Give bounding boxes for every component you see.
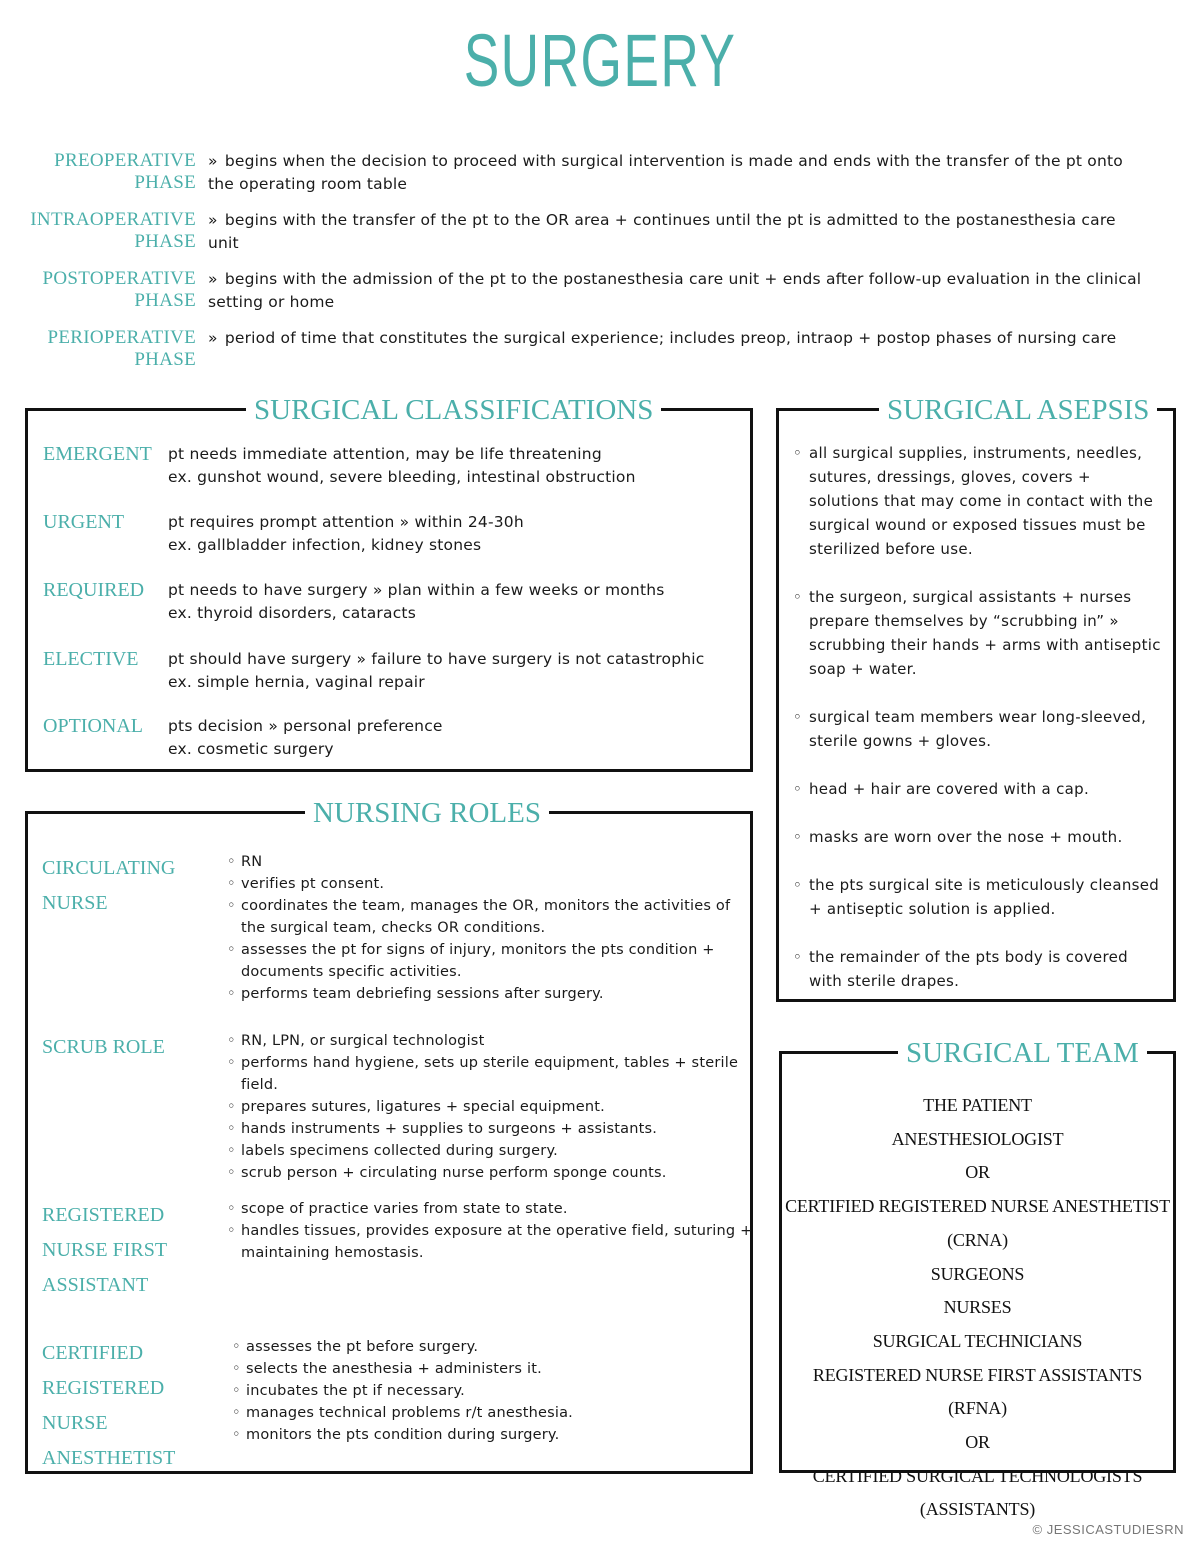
team-member: CERTIFIED SURGICAL TECHNOLOGISTS (ASSISTANTS) [812,1465,1143,1520]
classification-description: pts decision » personal preference ex. cosmetic surgery [168,717,443,758]
list-item: ◦ assesses the pt before surgery. [232,1336,762,1358]
list-item: ◦ prepares sutures, ligatures + special equipment. [227,1096,757,1118]
list-item: ◦ monitors the pts condition during surgery. [232,1424,762,1446]
classification-label: EMERGENT [43,443,152,465]
list-item: ◦ the remainder of the pts body is covered with sterile drapes. [793,945,1163,993]
classifications-box [25,394,753,772]
classifications-title: SURGICAL CLASSIFICATIONS [246,395,661,425]
list-item: ◦ verifies pt consent. [227,873,757,895]
phase-definition: » begins with the transfer of the pt to the OR area + continues until the pt is admitted to the postanesthesia care unit [208,211,1116,252]
classification-label: REQUIRED [43,579,145,601]
list-item: ◦ handles tissues, provides exposure at the operative field, suturing + maintaining hemostasis. [227,1220,757,1264]
classification-description: pt requires prompt attention » within 24-30h ex. gallbladder infection, kidney stones [168,513,524,554]
list-item: ◦ the pts surgical site is meticulously cleansed + antiseptic solution is applied. [793,873,1163,921]
team-member: NURSES [943,1297,1012,1318]
role-label: REGISTERED NURSE FIRST ASSISTANT [42,1204,167,1296]
list-item: ◦ masks are worn over the nose + mouth. [793,825,1163,849]
team-member-list [782,1089,1173,1527]
role-label: CIRCULATING NURSE [42,857,176,914]
classification-label: ELECTIVE [43,648,139,670]
classification-description: pt should have surgery » failure to have surgery is not catastrophic ex. simple hernia, vaginal repair [168,650,705,691]
list-item: ◦ coordinates the team, manages the OR, monitors the activities of the surgical team, checks OR conditions. [227,895,757,939]
list-item: ◦ performs hand hygiene, sets up sterile equipment, tables + sterile field. [227,1052,757,1096]
phase-label: POSTOPERATIVE PHASE [42,268,196,311]
nursing-roles-box [25,797,753,1474]
team-member: REGISTERED NURSE FIRST ASSISTANTS (RFNA) [812,1364,1143,1419]
arrow-icon: » [208,270,218,288]
list-item: ◦ incubates the pt if necessary. [232,1380,762,1402]
team-member: OR [965,1162,990,1183]
classification-label: OPTIONAL [43,715,143,737]
team-member: ANESTHESIOLOGIST [891,1128,1064,1149]
copyright-text: © JESSICASTUDIESRN [1032,1522,1184,1537]
list-item: ◦ selects the anesthesia + administers it. [232,1358,762,1380]
nursing-roles-title: NURSING ROLES [305,798,549,828]
arrow-icon: » [208,329,218,347]
list-item: ◦ surgical team members wear long-sleeved, sterile gowns + gloves. [793,705,1163,753]
role-duties [227,1030,757,1184]
list-item: ◦ assesses the pt for signs of injury, monitors the pts condition + documents specific activities. [227,939,757,983]
arrow-icon: » [208,211,218,229]
asepsis-box [776,394,1176,1002]
list-item: ◦ RN, LPN, or surgical technologist [227,1030,757,1052]
role-label: CERTIFIED REGISTERED NURSE ANESTHETIST [42,1342,176,1469]
phase-label: INTRAOPERATIVE PHASE [30,209,196,252]
asepsis-list [793,441,1163,993]
list-item: ◦ scope of practice varies from state to state. [227,1198,757,1220]
arrow-icon: » [208,152,218,170]
classification-description: pt needs immediate attention, may be life threatening ex. gunshot wound, severe bleeding, intestinal obstruction [168,445,636,486]
list-item: ◦ RN [227,851,757,873]
list-item: ◦ the surgeon, surgical assistants + nurses prepare themselves by “scrubbing in” » scrubbing their hands + arms with antiseptic soap + water. [793,585,1163,681]
role-duties [232,1336,762,1446]
phase-definition: » begins when the decision to proceed with surgical intervention is made and ends with the transfer of the pt onto the operating room table [208,152,1123,193]
role-label: SCRUB ROLE [42,1036,165,1058]
classification-description: pt needs to have surgery » plan within a few weeks or months ex. thyroid disorders, cataracts [168,581,665,622]
list-item: ◦ hands instruments + supplies to surgeons + assistants. [227,1118,757,1140]
team-member: SURGEONS [930,1263,1025,1284]
list-item: ◦ manages technical problems r/t anesthesia. [232,1402,762,1424]
team-member: OR [965,1432,990,1453]
classification-label: URGENT [43,511,125,533]
phase-definition: » period of time that constitutes the surgical experience; includes preop, intraop + postop phases of nursing care [208,329,1117,347]
asepsis-title: SURGICAL ASEPSIS [879,395,1157,425]
list-item: ◦ scrub person + circulating nurse perform sponge counts. [227,1162,757,1184]
list-item: ◦ all surgical supplies, instruments, needles, sutures, dressings, gloves, covers + solutions that may come in contact with the surgical wound or exposed tissues must be sterilized before use. [793,441,1163,561]
team-member: CERTIFIED REGISTERED NURSE ANESTHETIST (CRNA) [785,1196,1170,1250]
team-member: THE PATIENT [923,1095,1032,1115]
list-item: ◦ labels specimens collected during surgery. [227,1140,757,1162]
list-item: ◦ performs team debriefing sessions after surgery. [227,983,757,1005]
role-duties [227,1198,757,1264]
phase-label: PERIOPERATIVE PHASE [47,327,196,370]
role-duties [227,851,757,1005]
phase-label: PREOPERATIVE PHASE [54,150,196,193]
team-member: SURGICAL TECHNICIANS [872,1330,1083,1351]
page-title: SURGERY [463,19,737,102]
surgical-team-box [779,1037,1176,1520]
list-item: ◦ head + hair are covered with a cap. [793,777,1163,801]
phase-definition: » begins with the admission of the pt to the postanesthesia care unit + ends after follow-up evaluation in the clinical setting or home [208,270,1142,311]
surgical-team-title: SURGICAL TEAM [898,1038,1147,1068]
